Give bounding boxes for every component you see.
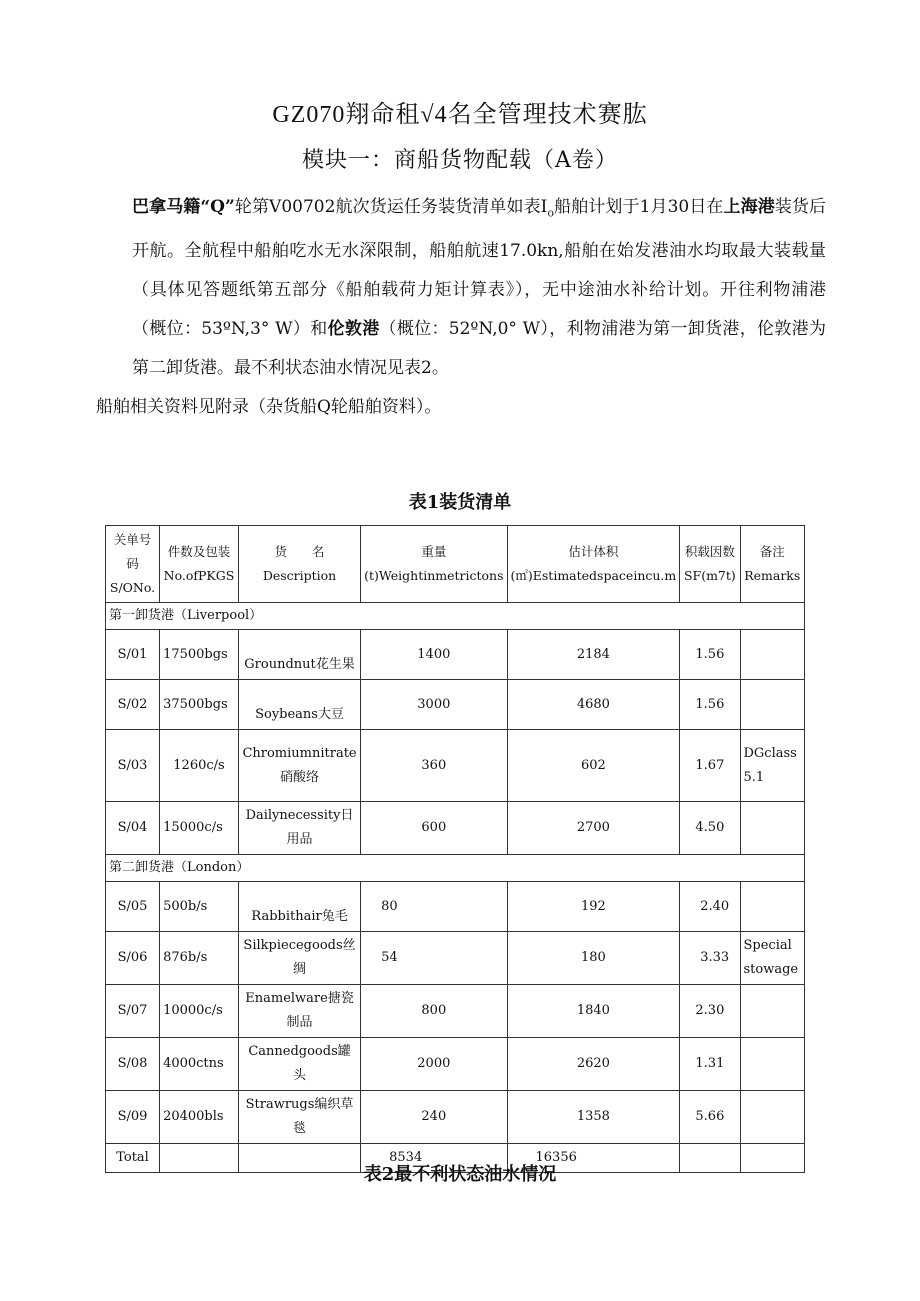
cell-pkgs: 4000ctns bbox=[160, 1038, 239, 1091]
table-row bbox=[106, 730, 805, 802]
total-weight: 8534 bbox=[361, 1144, 507, 1173]
cell-sf: 5.66 bbox=[680, 1091, 740, 1144]
col-header-pkgs: 件数及包装No.ofPKGS bbox=[160, 526, 239, 603]
port-shanghai: 上海港 bbox=[723, 197, 775, 217]
cell-weight: 2000 bbox=[361, 1038, 507, 1091]
intro-paragraph bbox=[96, 188, 826, 427]
cell-remarks bbox=[740, 802, 805, 855]
cell-remarks bbox=[740, 1091, 805, 1144]
cell-volume: 180 bbox=[507, 932, 680, 985]
cell-sf: 3.33 bbox=[680, 932, 740, 985]
cell-volume: 1840 bbox=[507, 985, 680, 1038]
table-row bbox=[106, 882, 805, 932]
intro-text-3: 装货后开航。全航程中船舶吃水无水深限制，船舶航速17.0kn,船舶在始发港油水均取最大装载量（具体见答题纸第五部分《船舶载荷力矩计算表》），无中途油水补给计划。开往利物浦港（概位：53ºN,3° W）和 bbox=[132, 197, 827, 340]
cargo-list-table bbox=[105, 525, 805, 1173]
cell-weight: 54 bbox=[361, 932, 507, 985]
cell-weight: 240 bbox=[361, 1091, 507, 1144]
table-row bbox=[106, 1038, 805, 1091]
cell-remarks bbox=[740, 882, 805, 932]
cell-remarks bbox=[740, 680, 805, 730]
table-row bbox=[106, 985, 805, 1038]
section-label: 第一卸货港（Liverpool） bbox=[106, 603, 805, 630]
col-header-weight: 重量(t)Weightinmetrictons bbox=[361, 526, 507, 603]
table1-caption: 表1装货清单 bbox=[408, 492, 512, 513]
cell-weight: 3000 bbox=[361, 680, 507, 730]
cell-so: S/03 bbox=[106, 730, 160, 802]
cell-pkgs: 37500bgs bbox=[160, 680, 239, 730]
cell-pkgs: 15000c/s bbox=[160, 802, 239, 855]
table-row bbox=[106, 630, 805, 680]
col-header-remarks: 备注Remarks bbox=[740, 526, 805, 603]
cell-desc: Rabbithair兔毛 bbox=[238, 882, 360, 932]
table-row bbox=[106, 1091, 805, 1144]
cell-pkgs: 10000c/s bbox=[160, 985, 239, 1038]
cell-sf: 1.56 bbox=[680, 630, 740, 680]
cell-pkgs: 1260c/s bbox=[160, 730, 239, 802]
document-subtitle: 模块一：商船货物配载（A卷） bbox=[302, 148, 618, 173]
intro-text-1: 轮第V00702航次货运任务装货清单如表I bbox=[234, 197, 548, 217]
cell-so: S/02 bbox=[106, 680, 160, 730]
cell-weight: 600 bbox=[361, 802, 507, 855]
intro-sub: o bbox=[547, 206, 555, 220]
cell-volume: 602 bbox=[507, 730, 680, 802]
cell-desc: Soybeans大豆 bbox=[238, 680, 360, 730]
col-header-so: 关单号码S/ONo. bbox=[106, 526, 160, 603]
cell-remarks bbox=[740, 985, 805, 1038]
cell-pkgs: 876b/s bbox=[160, 932, 239, 985]
cell-so: S/06 bbox=[106, 932, 160, 985]
table-header-row bbox=[106, 526, 805, 603]
cell-sf: 4.50 bbox=[680, 802, 740, 855]
cell-sf: 2.40 bbox=[680, 882, 740, 932]
cell-so: S/04 bbox=[106, 802, 160, 855]
cell-sf: 2.30 bbox=[680, 985, 740, 1038]
cell-volume: 192 bbox=[507, 882, 680, 932]
cell-so: S/08 bbox=[106, 1038, 160, 1091]
cell-volume: 1358 bbox=[507, 1091, 680, 1144]
total-label: Total bbox=[106, 1144, 160, 1173]
section-row-london bbox=[106, 855, 805, 882]
cell-so: S/09 bbox=[106, 1091, 160, 1144]
cell-sf: 1.56 bbox=[680, 680, 740, 730]
cell-volume: 2700 bbox=[507, 802, 680, 855]
cell-remarks bbox=[740, 1038, 805, 1091]
cell-so: S/01 bbox=[106, 630, 160, 680]
cell-sf: 1.31 bbox=[680, 1038, 740, 1091]
cell-desc: Cannedgoods罐头 bbox=[238, 1038, 360, 1091]
intro-text-2: 船舶计划于1月30日在 bbox=[554, 197, 724, 217]
cell-remarks: DGclass 5.1 bbox=[740, 730, 805, 802]
cell-desc: Silkpiecegoods丝绸 bbox=[238, 932, 360, 985]
section-label: 第二卸货港（London） bbox=[106, 855, 805, 882]
col-header-sf: 积载因数SF(m7t) bbox=[680, 526, 740, 603]
cell-remarks bbox=[740, 630, 805, 680]
cell-desc: Chromiumnitrate硝酸络 bbox=[238, 730, 360, 802]
cell-weight: 360 bbox=[361, 730, 507, 802]
cell-desc: Groundnut花生果 bbox=[238, 630, 360, 680]
col-header-desc: 货 名Description bbox=[238, 526, 360, 603]
cell-volume: 2620 bbox=[507, 1038, 680, 1091]
ship-name: 巴拿马籍“Q” bbox=[132, 197, 235, 217]
cell-weight: 800 bbox=[361, 985, 507, 1038]
cell-desc: Dailynecessity日用品 bbox=[238, 802, 360, 855]
document-title: GZ070翔命租√4名全管理技术赛肱 bbox=[272, 102, 648, 128]
cell-sf: 1.67 bbox=[680, 730, 740, 802]
intro-text-5: 船舶相关资料见附录（杂货船Q轮船舶资料）。 bbox=[96, 397, 442, 418]
intro-text-4: （概位：52ºN,0° W），利物浦港为第一卸货港，伦敦港为第二卸货港。最不利状态油水情况见表2。 bbox=[132, 319, 827, 379]
total-volume: 16356 bbox=[507, 1144, 680, 1173]
col-header-volume: 估计体积(㎡)Estimatedspaceincu.m bbox=[507, 526, 680, 603]
cell-weight: 80 bbox=[361, 882, 507, 932]
cell-volume: 2184 bbox=[507, 630, 680, 680]
cell-weight: 1400 bbox=[361, 630, 507, 680]
cell-pkgs: 17500bgs bbox=[160, 630, 239, 680]
cell-volume: 4680 bbox=[507, 680, 680, 730]
table-row bbox=[106, 802, 805, 855]
cell-so: S/05 bbox=[106, 882, 160, 932]
cell-pkgs: 500b/s bbox=[160, 882, 239, 932]
cell-desc: Enamelware搪瓷制品 bbox=[238, 985, 360, 1038]
section-row-liverpool bbox=[106, 603, 805, 630]
cell-desc: Strawrugs编织草毯 bbox=[238, 1091, 360, 1144]
port-london: 伦敦港 bbox=[327, 319, 380, 340]
table2-caption: 表2最不利状态油水情况 bbox=[363, 1164, 557, 1185]
cell-pkgs: 20400bls bbox=[160, 1091, 239, 1144]
cell-remarks: Special stowage bbox=[740, 932, 805, 985]
cell-so: S/07 bbox=[106, 985, 160, 1038]
table-row bbox=[106, 932, 805, 985]
table-row bbox=[106, 680, 805, 730]
